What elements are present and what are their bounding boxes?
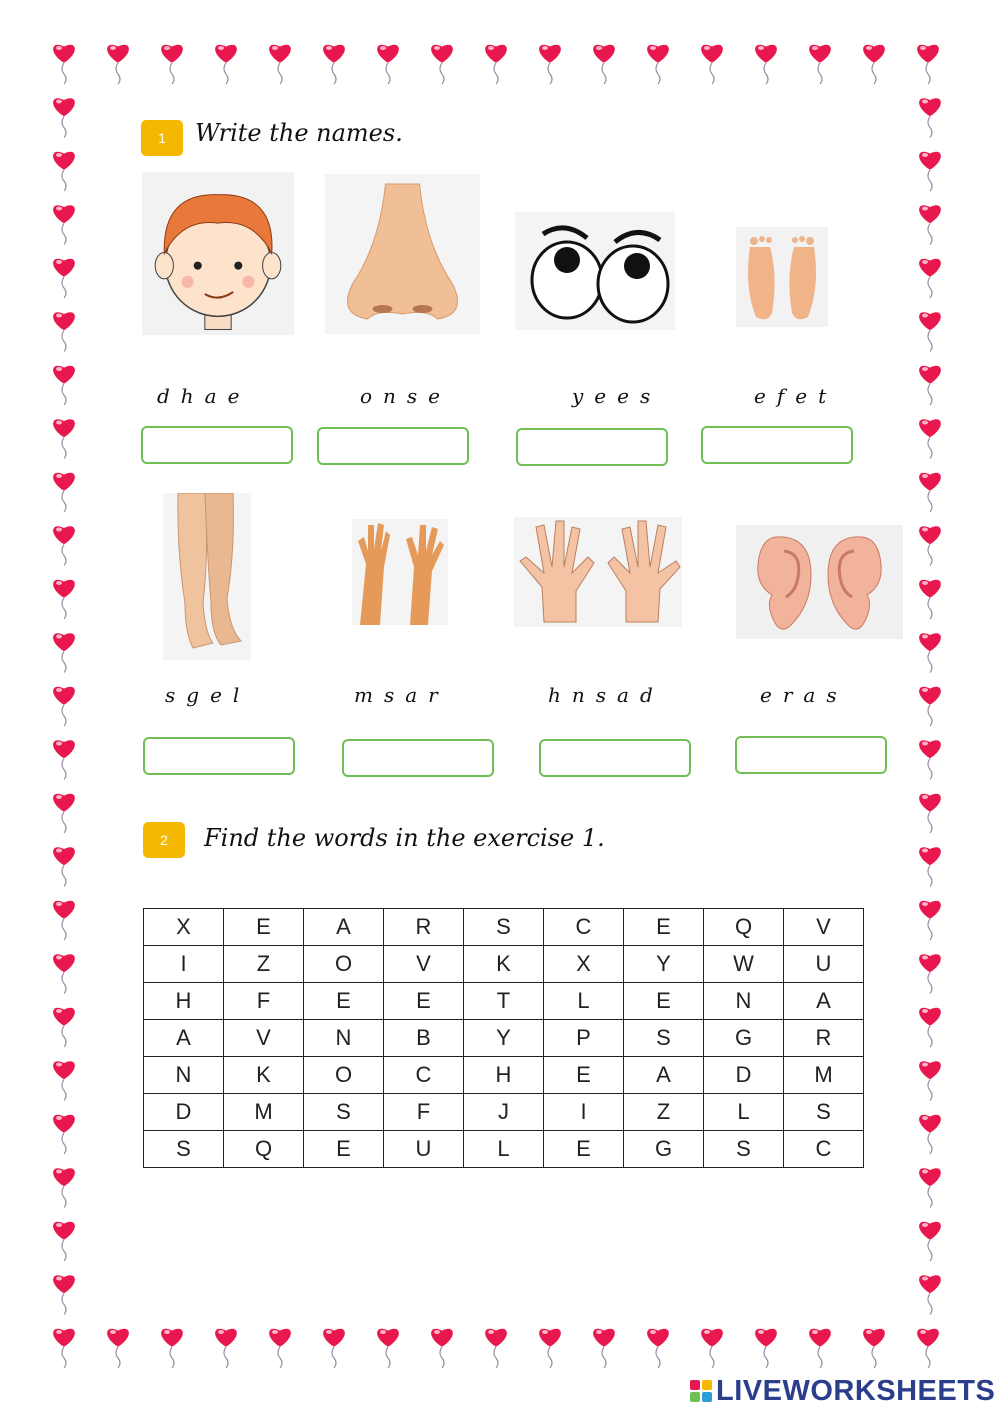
grid-cell[interactable]: U (384, 1131, 464, 1168)
liveworksheets-logo-icon (690, 1380, 712, 1402)
heart-balloon-icon (919, 1008, 941, 1047)
scrambled-word-1: dhae (157, 384, 251, 408)
grid-cell[interactable]: Z (224, 946, 304, 983)
grid-cell[interactable]: A (144, 1020, 224, 1057)
answer-box-6[interactable] (342, 739, 494, 777)
heart-balloon-icon (107, 1329, 129, 1368)
grid-row (144, 1057, 864, 1094)
heart-balloon-icon (539, 1329, 561, 1368)
heart-balloon-icon (53, 1168, 75, 1207)
scrambled-word-5: sgel (165, 683, 251, 707)
heart-balloon-icon (377, 1329, 399, 1368)
heart-balloon-icon (919, 1115, 941, 1154)
heart-balloon-icon (53, 580, 75, 619)
grid-cell[interactable]: N (304, 1020, 384, 1057)
grid-cell[interactable]: I (144, 946, 224, 983)
grid-cell[interactable]: Y (464, 1020, 544, 1057)
heart-balloon-icon (107, 45, 129, 84)
boy-head-icon (142, 172, 294, 335)
heart-balloon-icon (53, 1115, 75, 1154)
grid-cell[interactable]: G (704, 1020, 784, 1057)
feet-icon (736, 227, 828, 327)
grid-cell[interactable]: V (784, 909, 864, 946)
nose-icon (325, 174, 480, 334)
grid-cell[interactable]: M (224, 1094, 304, 1131)
heart-balloon-icon (701, 1329, 723, 1368)
grid-cell[interactable]: S (304, 1094, 384, 1131)
heart-balloon-icon (863, 45, 885, 84)
exercise-1-instruction: Write the names. (195, 119, 403, 147)
grid-cell[interactable]: Q (224, 1131, 304, 1168)
heart-balloon-icon (323, 1329, 345, 1368)
grid-cell[interactable]: S (704, 1131, 784, 1168)
heart-balloon-icon (53, 473, 75, 512)
grid-cell[interactable]: T (464, 983, 544, 1020)
heart-balloon-icon (539, 45, 561, 84)
heart-balloon-icon (53, 45, 75, 84)
exercise-2-badge: 2 (143, 822, 185, 858)
grid-row (144, 909, 864, 946)
grid-cell[interactable]: C (544, 909, 624, 946)
grid-cell[interactable]: B (384, 1020, 464, 1057)
answer-box-4[interactable] (701, 426, 853, 464)
grid-cell[interactable]: E (304, 1131, 384, 1168)
answer-box-5[interactable] (143, 737, 295, 775)
heart-balloon-icon (919, 1222, 941, 1261)
grid-cell[interactable]: M (784, 1057, 864, 1094)
grid-cell[interactable]: H (144, 983, 224, 1020)
hands-icon (514, 517, 682, 627)
eyes-icon (515, 212, 675, 330)
heart-balloon-icon (323, 45, 345, 84)
grid-cell[interactable]: A (304, 909, 384, 946)
heart-balloon-icon (269, 45, 291, 84)
heart-balloon-icon (919, 847, 941, 886)
legs-icon (163, 493, 251, 660)
grid-cell[interactable]: D (144, 1094, 224, 1131)
heart-balloon-icon (53, 419, 75, 458)
grid-cell[interactable]: I (544, 1094, 624, 1131)
grid-cell[interactable]: O (304, 946, 384, 983)
heart-balloon-icon (647, 1329, 669, 1368)
heart-balloon-icon (919, 687, 941, 726)
heart-balloon-icon (919, 633, 941, 672)
heart-balloon-icon (377, 45, 399, 84)
grid-cell[interactable]: S (784, 1094, 864, 1131)
heart-balloon-icon (593, 1329, 615, 1368)
heart-balloon-icon (593, 45, 615, 84)
grid-cell[interactable]: P (544, 1020, 624, 1057)
grid-cell[interactable]: N (704, 983, 784, 1020)
heart-balloon-icon (919, 740, 941, 779)
heart-balloon-icon (919, 152, 941, 191)
grid-cell[interactable]: C (384, 1057, 464, 1094)
heart-balloon-icon (53, 526, 75, 565)
grid-cell[interactable]: F (384, 1094, 464, 1131)
heart-balloon-icon (919, 473, 941, 512)
grid-cell[interactable]: L (544, 983, 624, 1020)
arms-icon (352, 519, 448, 625)
heart-balloon-icon (161, 1329, 183, 1368)
heart-balloon-icon (755, 1329, 777, 1368)
heart-balloon-icon (919, 1168, 941, 1207)
heart-balloon-icon (53, 98, 75, 137)
grid-row (144, 1131, 864, 1168)
heart-balloon-icon (53, 312, 75, 351)
grid-cell[interactable]: E (624, 909, 704, 946)
grid-cell[interactable]: R (784, 1020, 864, 1057)
heart-balloon-icon (53, 205, 75, 244)
heart-balloon-icon (485, 1329, 507, 1368)
grid-cell[interactable]: G (624, 1131, 704, 1168)
heart-balloon-icon (431, 1329, 453, 1368)
grid-cell[interactable]: C (784, 1131, 864, 1168)
heart-balloon-icon (269, 1329, 291, 1368)
heart-balloon-icon (809, 45, 831, 84)
heart-balloon-icon (647, 45, 669, 84)
grid-cell[interactable]: F (224, 983, 304, 1020)
grid-cell[interactable]: O (304, 1057, 384, 1094)
grid-row (144, 1020, 864, 1057)
heart-balloon-icon (53, 152, 75, 191)
grid-cell[interactable]: K (464, 946, 544, 983)
heart-balloon-icon (485, 45, 507, 84)
heart-balloon-icon (919, 98, 941, 137)
grid-row (144, 946, 864, 983)
heart-balloon-icon (917, 45, 939, 84)
heart-balloon-icon (53, 901, 75, 940)
heart-balloon-icon (919, 419, 941, 458)
grid-cell[interactable]: V (384, 946, 464, 983)
answer-box-1[interactable] (141, 426, 293, 464)
grid-cell[interactable]: E (304, 983, 384, 1020)
heart-balloon-icon (919, 312, 941, 351)
scrambled-word-4: efet (754, 384, 838, 408)
heart-balloon-icon (919, 259, 941, 298)
answer-box-2[interactable] (317, 427, 469, 465)
heart-balloon-icon (53, 954, 75, 993)
heart-balloon-icon (919, 1061, 941, 1100)
heart-balloon-icon (755, 45, 777, 84)
ears-icon (736, 525, 903, 639)
grid-cell[interactable]: U (784, 946, 864, 983)
heart-balloon-icon (53, 1008, 75, 1047)
heart-balloon-icon (161, 45, 183, 84)
heart-balloon-icon (53, 794, 75, 833)
grid-cell[interactable]: D (704, 1057, 784, 1094)
heart-balloon-icon (919, 901, 941, 940)
answer-box-3[interactable] (516, 428, 668, 466)
heart-balloon-icon (53, 1329, 75, 1368)
grid-cell[interactable]: E (384, 983, 464, 1020)
heart-balloon-icon (53, 366, 75, 405)
exercise-2-instruction: Find the words in the exercise 1. (204, 824, 605, 852)
grid-cell[interactable]: N (144, 1057, 224, 1094)
heart-balloon-icon (53, 847, 75, 886)
exercise-1-badge: 1 (141, 120, 183, 156)
grid-cell[interactable]: X (144, 909, 224, 946)
heart-balloon-icon (919, 1275, 941, 1314)
scrambled-word-3: yees (572, 384, 662, 408)
grid-cell[interactable]: J (464, 1094, 544, 1131)
answer-box-8[interactable] (735, 736, 887, 774)
heart-balloon-icon (215, 1329, 237, 1368)
grid-cell[interactable]: V (224, 1020, 304, 1057)
grid-cell[interactable]: E (544, 1057, 624, 1094)
scrambled-word-8: eras (760, 683, 848, 707)
heart-balloon-icon (863, 1329, 885, 1368)
grid-cell[interactable]: E (224, 909, 304, 946)
grid-cell[interactable]: E (544, 1131, 624, 1168)
grid-cell[interactable]: Z (624, 1094, 704, 1131)
heart-balloon-icon (919, 205, 941, 244)
heart-balloon-icon (431, 45, 453, 84)
grid-cell[interactable]: L (464, 1131, 544, 1168)
heart-balloon-icon (53, 1222, 75, 1261)
grid-cell[interactable]: X (544, 946, 624, 983)
grid-cell[interactable]: A (624, 1057, 704, 1094)
heart-balloon-icon (919, 526, 941, 565)
grid-cell[interactable]: Q (704, 909, 784, 946)
heart-balloon-icon (215, 45, 237, 84)
word-search-grid (143, 908, 864, 1168)
heart-balloon-icon (53, 740, 75, 779)
heart-balloon-icon (919, 954, 941, 993)
heart-balloon-icon (53, 1061, 75, 1100)
liveworksheets-logo (690, 1374, 995, 1408)
scrambled-word-7: hnsad (548, 683, 664, 707)
grid-cell[interactable]: Y (624, 946, 704, 983)
heart-balloon-icon (53, 259, 75, 298)
heart-balloon-icon (919, 366, 941, 405)
heart-balloon-icon (53, 687, 75, 726)
grid-cell[interactable]: R (384, 909, 464, 946)
heart-balloon-icon (53, 633, 75, 672)
heart-balloon-icon (919, 580, 941, 619)
heart-balloon-icon (809, 1329, 831, 1368)
answer-box-7[interactable] (539, 739, 691, 777)
heart-balloon-icon (917, 1329, 939, 1368)
grid-cell[interactable]: S (144, 1131, 224, 1168)
grid-cell[interactable]: W (704, 946, 784, 983)
grid-row (144, 1094, 864, 1131)
scrambled-word-2: onse (360, 384, 452, 408)
grid-cell[interactable]: K (224, 1057, 304, 1094)
grid-cell[interactable]: H (464, 1057, 544, 1094)
grid-cell[interactable]: L (704, 1094, 784, 1131)
grid-cell[interactable]: A (784, 983, 864, 1020)
grid-row (144, 983, 864, 1020)
heart-balloon-icon (701, 45, 723, 84)
heart-balloon-icon (919, 794, 941, 833)
grid-cell[interactable]: S (624, 1020, 704, 1057)
logo-text: LIVEWORKSHEETS (716, 1374, 996, 1407)
heart-balloon-icon (53, 1275, 75, 1314)
grid-cell[interactable]: S (464, 909, 544, 946)
scrambled-word-6: msar (354, 683, 449, 707)
grid-cell[interactable]: E (624, 983, 704, 1020)
